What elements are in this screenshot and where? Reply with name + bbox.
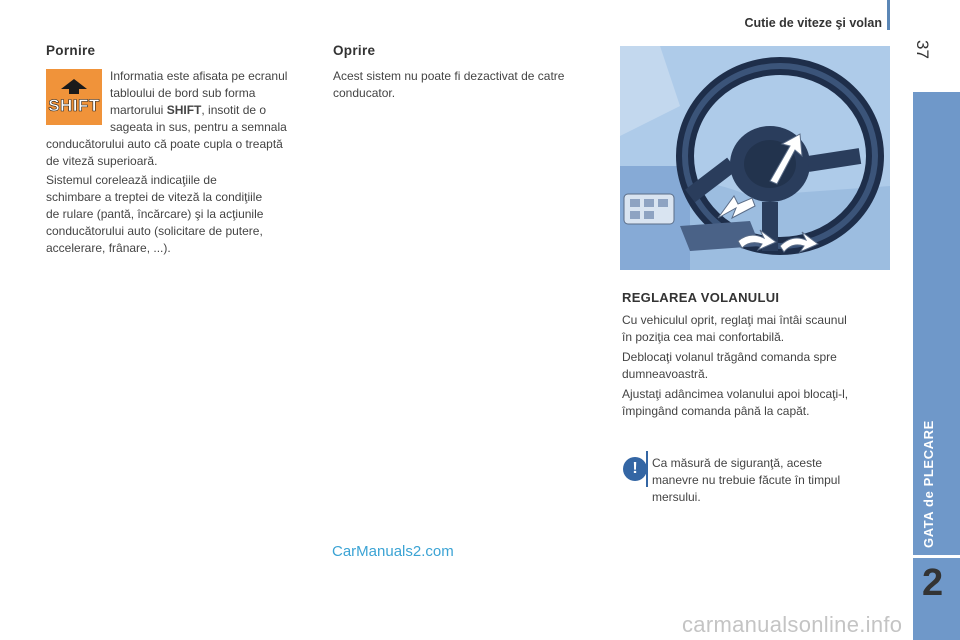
warning-line-1: Ca măsură de siguranţă, aceste [652, 456, 823, 470]
reglare-p3-line-1: Ajustaţi adâncimea volanului apoi blocaţi-l, [622, 387, 849, 401]
steering-wheel-illustration [620, 46, 890, 270]
intro-line-6: de viteză superioară. [46, 154, 158, 168]
warning-line-3: mersului. [652, 490, 701, 504]
heading-pornire: Pornire [46, 43, 96, 58]
side-tab-divider [913, 555, 960, 558]
section-label: GATA de PLECARE [921, 420, 936, 548]
heading-reglarea-volanului: REGLAREA VOLANULUI [622, 290, 780, 305]
intro-bold: SHIFT [166, 103, 202, 117]
steering-wheel-drawing [620, 46, 890, 270]
intro-line-3 [110, 102, 266, 119]
para2-line-1: Sistemul corelează indicaţiile de [46, 173, 217, 187]
header-rule [887, 0, 890, 30]
page-number: 37 [913, 40, 932, 59]
oprire-line-2: conducator. [333, 86, 396, 100]
warning-icon: ! [623, 457, 647, 481]
watermark-carmanualsonline: carmanualsonline.info [682, 612, 903, 637]
reglare-p1-line-2: în poziţia cea mai confortabilă. [622, 330, 785, 344]
para2-line-4: conducătorului auto (solicitare de putere, [46, 224, 263, 238]
intro-line-3-tail: , insotit de o [201, 103, 267, 117]
para2-line-2: schimbare a treptei de viteză la condiţiile [46, 190, 263, 204]
chapter-number: 2 [922, 562, 944, 604]
intro-line-3-text: martorului [110, 103, 167, 117]
watermark-carmanuals2: CarManuals2.com [332, 543, 454, 560]
heading-oprire: Oprire [333, 43, 376, 58]
warning-bar [646, 451, 648, 487]
para2-line-5: accelerare, frânare, ...). [46, 241, 171, 255]
reglare-p2-line-2: dumneavoastră. [622, 367, 709, 381]
reglare-p1-line-1: Cu vehiculul oprit, reglaţi mai întâi scaunul [622, 313, 847, 327]
arrow-up-icon [61, 79, 87, 89]
oprire-line-1: Acest sistem nu poate fi dezactivat de catre [333, 69, 565, 83]
reglare-p3-line-2: împingând comanda până la capăt. [622, 404, 810, 418]
warning-line-2: manevre nu trebuie făcute în timpul [652, 473, 841, 487]
header-title: Cutie de viteze şi volan [744, 16, 882, 30]
arrow-stem [69, 89, 79, 94]
shift-icon-label: SHIFT [48, 95, 100, 115]
reglare-p2-line-1: Deblocaţi volanul trăgând comanda spre [622, 350, 837, 364]
intro-line-4: sageata in sus, pentru a semnala [110, 120, 287, 134]
intro-line-1: Informatia este afisata pe ecranul [110, 69, 288, 83]
intro-line-2: tabloului de bord sub forma [110, 86, 256, 100]
intro-line-5: conducătorului auto că poate cupla o treaptă [46, 137, 283, 151]
shift-icon [46, 69, 102, 125]
para2-line-3: de rulare (pantă, încărcare) şi la acţiunile [46, 207, 264, 221]
